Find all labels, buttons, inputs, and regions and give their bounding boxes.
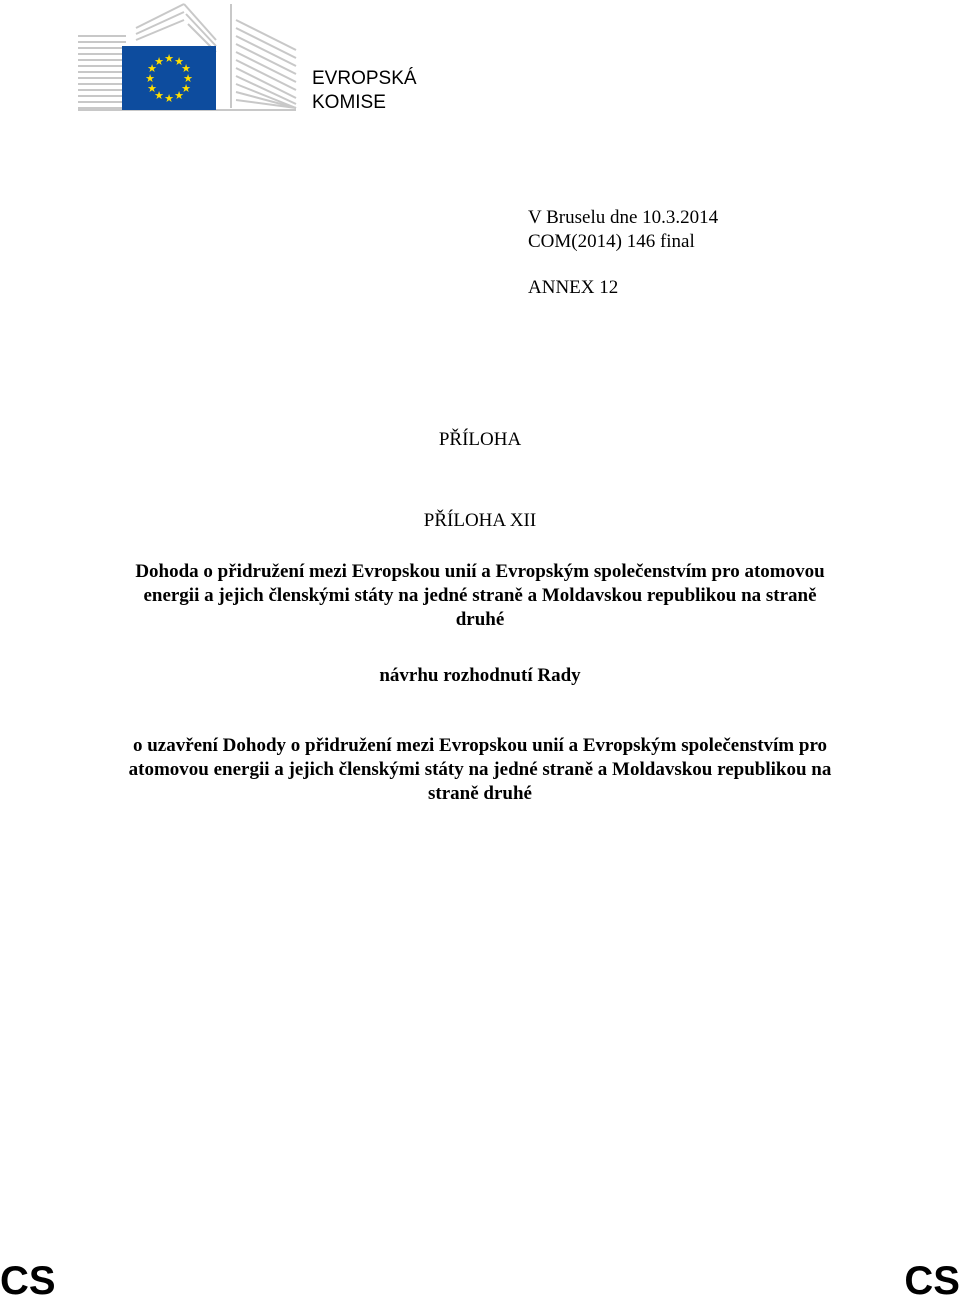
conclusion-line: atomovou energii a jejich členskými státy na jedné straně a Moldavskou republikou na xyxy=(128,759,832,780)
organization-name xyxy=(312,67,417,115)
conclusion-title xyxy=(60,734,900,806)
title-annex: PŘÍLOHA xyxy=(438,429,522,450)
org-name-line1: EVROPSKÁ xyxy=(312,68,417,89)
svg-text:★: ★ xyxy=(154,55,164,68)
agreement-line: Dohoda o přidružení mezi Evropskou unií a Evropským společenstvím pro atomovou xyxy=(135,561,825,582)
org-name-line2: KOMISE xyxy=(312,92,386,113)
agreement-title xyxy=(60,560,900,632)
svg-text:★: ★ xyxy=(181,82,191,95)
agreement-line: druhé xyxy=(455,609,505,630)
agreement-line: energii a jejich členskými státy na jedné straně a Moldavskou republikou na straně xyxy=(143,585,817,606)
annex-number: ANNEX 12 xyxy=(528,277,619,298)
svg-text:★: ★ xyxy=(183,72,193,85)
conclusion-line: straně druhé xyxy=(428,783,532,804)
document-reference: COM(2014) 146 final xyxy=(528,231,695,252)
language-code-left: CS xyxy=(0,1259,56,1303)
title-annex-xii: PŘÍLOHA XII xyxy=(423,510,537,531)
svg-text:★: ★ xyxy=(145,72,155,85)
svg-text:★: ★ xyxy=(147,62,157,75)
svg-text:★: ★ xyxy=(164,52,174,65)
svg-text:★: ★ xyxy=(174,89,184,102)
conclusion-line: o uzavření Dohody o přidružení mezi Evropskou unií a Evropským společenstvím pro xyxy=(132,735,828,756)
place-date: V Bruselu dne 10.3.2014 xyxy=(528,207,719,228)
european-commission-logo-icon xyxy=(76,0,306,112)
svg-text:★: ★ xyxy=(154,89,164,102)
svg-text:★: ★ xyxy=(181,62,191,75)
svg-text:★: ★ xyxy=(164,92,174,105)
proposal-title: návrhu rozhodnutí Rady xyxy=(379,665,581,686)
svg-text:★: ★ xyxy=(174,55,184,68)
language-code-right: CS xyxy=(904,1259,960,1303)
svg-text:★: ★ xyxy=(147,82,157,95)
